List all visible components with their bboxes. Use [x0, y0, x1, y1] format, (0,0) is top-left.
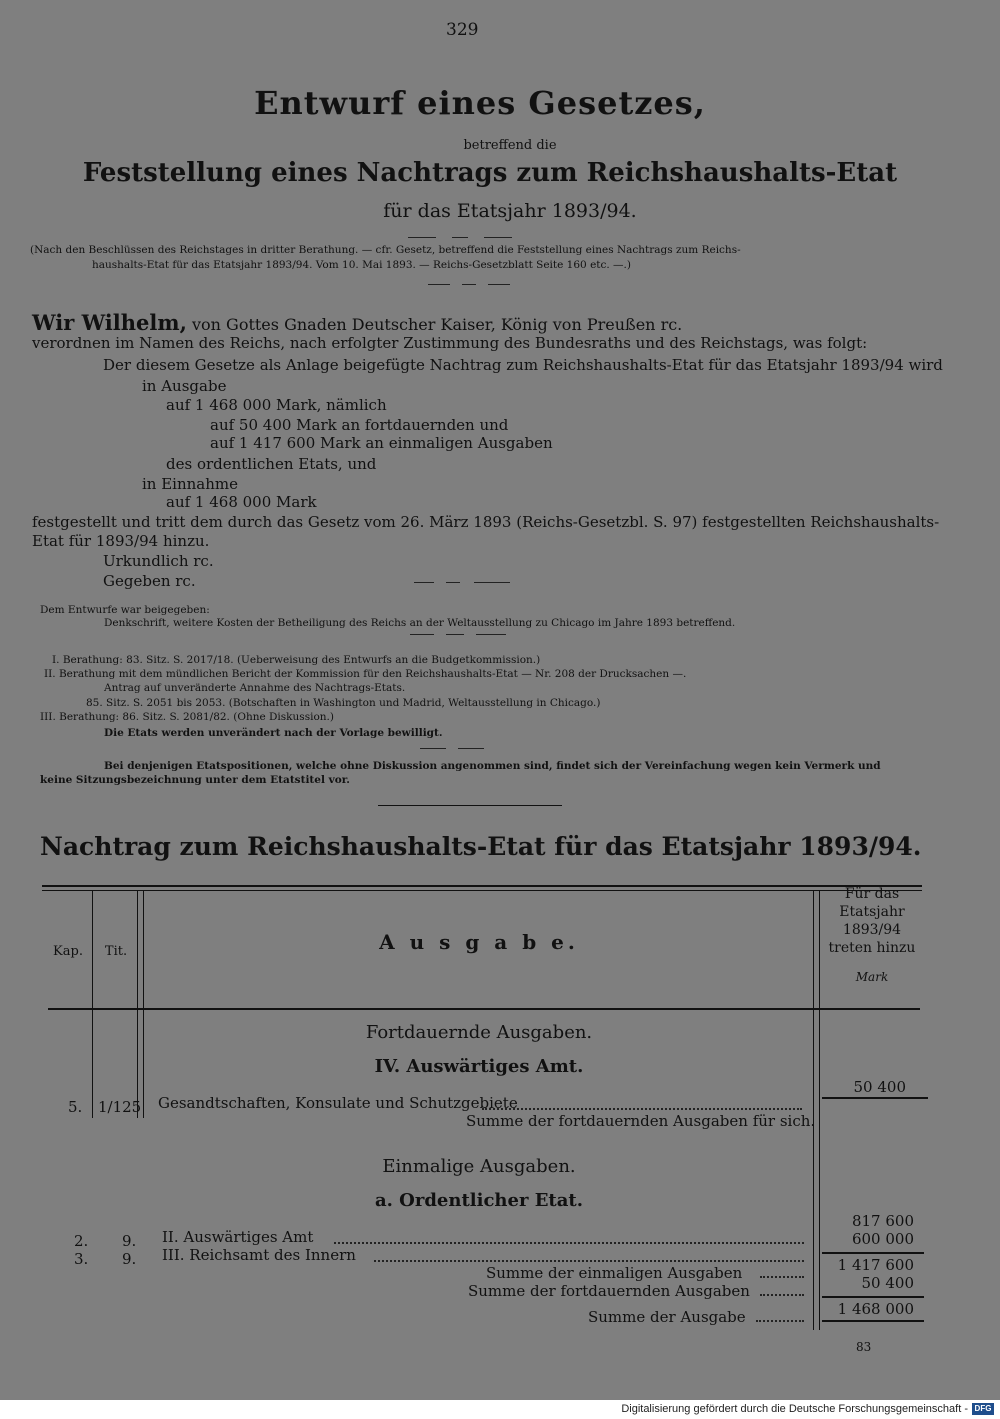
sum-einmalige-amount: 1 417 600 — [837, 1256, 914, 1274]
document-subtitle: Feststellung eines Nachtrags zum Reichshaushalts-Etat — [82, 158, 898, 188]
table-heading: Nachtrag zum Reichshaushalts-Etat für das Etatsjahr 1893/94. — [40, 832, 922, 861]
betreffend-line: betreffend die — [463, 138, 557, 153]
law-line-10: auf 1 468 000 Mark — [166, 493, 317, 511]
sum-fortdauernde-fuer-sich: Summe der fortdauernden Ausgaben für sich. — [466, 1112, 816, 1130]
dfg-logo: DFG — [972, 1403, 994, 1415]
row-2-text: II. Auswärtiges Amt — [162, 1228, 314, 1246]
law-line-14: Gegeben rc. — [103, 572, 196, 590]
proceedings-line-2: II. Berathung mit dem mündlichen Bericht der Kommission für den Reichshaushalts-Etat — Nr. 208 der Drucksachen —. — [44, 668, 687, 680]
section-rule — [378, 805, 562, 806]
row-1-amount: 50 400 — [853, 1078, 906, 1096]
row-3-kap: 3. — [74, 1250, 89, 1268]
row-1-kap: 5. — [68, 1098, 83, 1116]
law-line-7: auf 1 417 600 Mark an einmaligen Ausgaben — [210, 434, 553, 452]
row-1-text: Gesandtschaften, Konsulate und Schutzgebiete — [158, 1094, 518, 1112]
law-line-12: Etat für 1893/94 hinzu. — [32, 532, 210, 550]
column-header-amount-4: treten hinzu — [828, 940, 916, 956]
wir-wilhelm: Wir Wilhelm, — [32, 310, 187, 335]
amount-rule — [822, 1296, 924, 1298]
column-divider-amount — [813, 890, 814, 1330]
law-line-11: festgestellt und tritt dem durch das Gesetz vom 26. März 1893 (Reichs-Gesetzbl. S. 97) festgestellten Reichshaushalts- — [32, 513, 940, 531]
row-1-tit: 1/125 — [98, 1098, 142, 1116]
separator — [410, 634, 434, 635]
separator — [484, 237, 512, 238]
separator — [488, 284, 510, 285]
separator — [474, 582, 510, 583]
leader-dots — [482, 1108, 802, 1110]
separator — [452, 237, 468, 238]
leader-dots — [756, 1320, 804, 1322]
leader-dots — [760, 1276, 804, 1278]
table-top-rule-inner — [42, 890, 922, 891]
column-header-amount-2: Etatsjahr — [839, 904, 905, 920]
law-line-4: in Ausgabe — [142, 377, 227, 395]
section-einmalige: Einmalige Ausgaben. — [382, 1156, 576, 1177]
proceedings-line-8: keine Sitzungsbezeichnung unter dem Etatstitel vor. — [40, 774, 350, 786]
total-label: Summe der Ausgabe — [588, 1308, 746, 1326]
column-header-unit: Mark — [855, 970, 889, 984]
kaiser-title: von Gottes Gnaden Deutscher Kaiser, König von Preußen rc. — [191, 315, 683, 334]
column-header-ausgabe: A u s g a b e. — [379, 930, 579, 954]
proceedings-line-4: 85. Sitz. S. 2051 bis 2053. (Botschaften in Washington und Madrid, Weltausstellung in Chicago.) — [86, 697, 601, 709]
separator — [458, 748, 484, 749]
section-ordentlicher-etat: a. Ordentlicher Etat. — [374, 1190, 583, 1211]
footer-bar — [0, 1400, 1000, 1419]
funding-notice: Digitalisierung gefördert durch die Deutsche Forschungsgemeinschaft - — [621, 1403, 968, 1415]
proceedings-line-3: Antrag auf unveränderte Annahme des Nachtrags-Etats. — [104, 682, 406, 694]
proceedings-line-1: I. Berathung: 83. Sitz. S. 2017/18. (Ueberweisung des Entwurfs an die Budgetkommission.) — [52, 654, 541, 666]
law-line-5: auf 1 468 000 Mark, nämlich — [166, 396, 387, 414]
row-2-kap: 2. — [74, 1232, 89, 1250]
leader-dots — [374, 1260, 804, 1262]
separator — [476, 634, 506, 635]
row-3-text: III. Reichsamt des Innern — [162, 1246, 356, 1264]
row-3-tit: 9. — [122, 1250, 137, 1268]
table-top-rule — [42, 885, 922, 887]
section-fortdauernde: Fortdauernde Ausgaben. — [365, 1022, 593, 1043]
separator — [420, 748, 446, 749]
law-line-3: Der diesem Gesetze als Anlage beigefügte Nachtrag zum Reichshaushalts-Etat für das Etatsjahr 1893/94 wird — [103, 356, 943, 374]
column-header-kap: Kap. — [53, 944, 83, 959]
table-header-rule — [48, 1008, 920, 1010]
column-divider-tit-double — [143, 890, 144, 1118]
resolution-note-line1: (Nach den Beschlüssen des Reichstages in dritter Berathung. — cfr. Gesetz, betreffend die Feststellung eines Nachtrags zum Reichs- — [30, 244, 741, 256]
row-2-amount: 817 600 — [851, 1212, 914, 1230]
appendix-line-1: Dem Entwurfe war beigegeben: — [40, 604, 210, 616]
leader-dots — [760, 1294, 804, 1296]
column-divider-tit — [137, 890, 138, 1118]
amount-rule — [822, 1097, 928, 1099]
amount-rule — [822, 1252, 924, 1254]
separator — [462, 284, 476, 285]
column-header-amount-1: Für das — [844, 886, 900, 902]
section-auswaertiges-amt: IV. Auswärtiges Amt. — [374, 1056, 584, 1077]
separator — [408, 237, 436, 238]
separator — [414, 582, 434, 583]
law-line-8: des ordentlichen Etats, und — [166, 455, 377, 473]
separator — [446, 582, 460, 583]
row-2-tit: 9. — [122, 1232, 137, 1250]
proceedings-line-7: Bei denjenigen Etatspositionen, welche ohne Diskussion angenommen sind, findet sich der Vereinfachung wegen kein Vermerk und — [104, 760, 881, 772]
column-divider-kap — [92, 890, 93, 1118]
proceedings-line-6: Die Etats werden unverändert nach der Vorlage bewilligt. — [104, 727, 443, 739]
column-header-tit: Tit. — [104, 944, 128, 959]
separator — [428, 284, 450, 285]
law-line-2: verordnen im Namen des Reichs, nach erfolgter Zustimmung des Bundesraths und des Reichstags, was folgt: — [32, 334, 868, 352]
law-line-13: Urkundlich rc. — [103, 552, 214, 570]
sum-einmalige-label: Summe der einmaligen Ausgaben — [486, 1264, 743, 1282]
law-line-6: auf 50 400 Mark an fortdauernden und — [210, 416, 509, 434]
proceedings-line-5: III. Berathung: 86. Sitz. S. 2081/82. (Ohne Diskussion.) — [40, 711, 334, 723]
footnote-mark: 83 — [856, 1340, 872, 1354]
sum-fortdauernde-label: Summe der fortdauernden Ausgaben — [468, 1282, 750, 1300]
page-number: 329 — [446, 20, 479, 40]
leader-dots — [334, 1242, 804, 1244]
appendix-line-2: Denkschrift, weitere Kosten der Betheiligung des Reichs an der Weltausstellung zu Chicago im Jahre 1893 betreffend. — [104, 617, 736, 629]
total-amount: 1 468 000 — [837, 1300, 914, 1318]
sum-fortdauernde-amount: 50 400 — [861, 1274, 914, 1292]
document-title: Entwurf eines Gesetzes, — [254, 84, 706, 122]
separator — [446, 634, 464, 635]
law-line-9: in Einnahme — [142, 475, 238, 493]
resolution-note-line2: haushalts-Etat für das Etatsjahr 1893/94. Vom 10. Mai 1893. — Reichs-Gesetzblatt Seite 160 etc. —.) — [92, 259, 631, 271]
column-header-amount-3: 1893/94 — [842, 922, 902, 938]
column-divider-amount-double — [819, 890, 820, 1330]
year-line: für das Etatsjahr 1893/94. — [383, 200, 637, 222]
row-3-amount: 600 000 — [851, 1230, 914, 1248]
amount-rule — [822, 1320, 924, 1322]
